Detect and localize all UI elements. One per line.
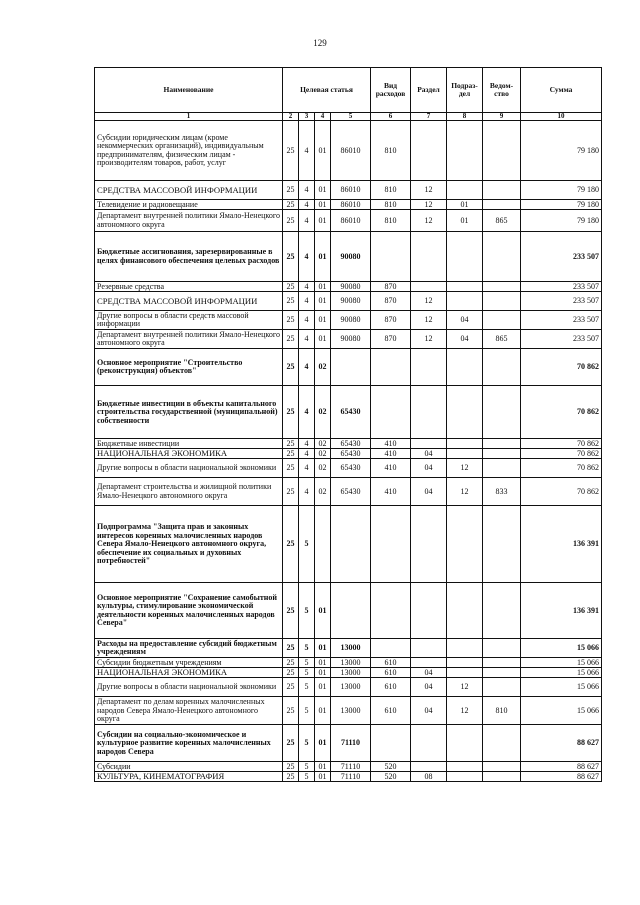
row-department: 810 bbox=[483, 697, 521, 725]
row-activity: 01 bbox=[315, 210, 331, 232]
row-department bbox=[483, 639, 521, 658]
row-activity: 01 bbox=[315, 658, 331, 668]
row-program: 25 bbox=[283, 200, 299, 210]
row-program: 25 bbox=[283, 181, 299, 200]
row-expense-type: 870 bbox=[371, 330, 411, 349]
row-subprogram: 5 bbox=[299, 762, 315, 772]
row-sum: 233 507 bbox=[521, 282, 602, 292]
row-subsection bbox=[447, 639, 483, 658]
row-subprogram: 4 bbox=[299, 292, 315, 311]
row-subsection: 01 bbox=[447, 210, 483, 232]
row-expense-type bbox=[371, 725, 411, 762]
row-name: Департамент по делам коренных малочисленных народов Севера Ямало-Ненецкого автономного округа bbox=[95, 697, 283, 725]
row-sum: 15 066 bbox=[521, 658, 602, 668]
table-row bbox=[95, 200, 602, 210]
table-row bbox=[95, 772, 602, 782]
row-subsection bbox=[447, 449, 483, 459]
row-activity: 01 bbox=[315, 200, 331, 210]
row-sum: 70 862 bbox=[521, 386, 602, 439]
table-row bbox=[95, 762, 602, 772]
row-department bbox=[483, 459, 521, 478]
row-activity: 01 bbox=[315, 330, 331, 349]
row-program: 25 bbox=[283, 506, 299, 583]
row-subsection bbox=[447, 349, 483, 386]
col-number: 3 bbox=[299, 113, 315, 121]
row-sum: 136 391 bbox=[521, 506, 602, 583]
row-name: Субсидии на социально-экономическое и культурное развитие коренных малочисленных народов Севера bbox=[95, 725, 283, 762]
row-sum: 233 507 bbox=[521, 292, 602, 311]
row-sum: 79 180 bbox=[521, 121, 602, 181]
table-row bbox=[95, 330, 602, 349]
row-program: 25 bbox=[283, 449, 299, 459]
row-sum: 79 180 bbox=[521, 210, 602, 232]
row-department bbox=[483, 583, 521, 639]
header-vid: Вид расходов bbox=[371, 68, 411, 113]
row-program: 25 bbox=[283, 678, 299, 697]
row-program: 25 bbox=[283, 330, 299, 349]
row-expense-type: 520 bbox=[371, 762, 411, 772]
row-program: 25 bbox=[283, 386, 299, 439]
header-vedomstvo: Ведом-ство bbox=[483, 68, 521, 113]
row-program: 25 bbox=[283, 439, 299, 449]
row-department bbox=[483, 678, 521, 697]
row-department bbox=[483, 386, 521, 439]
row-section bbox=[411, 439, 447, 449]
row-activity: 01 bbox=[315, 668, 331, 678]
row-activity: 02 bbox=[315, 459, 331, 478]
row-subprogram: 4 bbox=[299, 330, 315, 349]
row-code: 65430 bbox=[331, 449, 371, 459]
row-name: Субсидии юридическим лицам (кроме некоммерческих организаций), индивидуальным предпринимателям, физическим лицам - производителям товаров, работ, услуг bbox=[95, 121, 283, 181]
col-number: 1 bbox=[95, 113, 283, 121]
row-section bbox=[411, 658, 447, 668]
row-subprogram: 4 bbox=[299, 121, 315, 181]
row-expense-type bbox=[371, 349, 411, 386]
row-expense-type: 520 bbox=[371, 772, 411, 782]
row-name: Расходы на предоставление субсидий бюджетным учреждениям bbox=[95, 639, 283, 658]
row-sum: 88 627 bbox=[521, 772, 602, 782]
row-sum: 15 066 bbox=[521, 678, 602, 697]
row-activity: 01 bbox=[315, 678, 331, 697]
row-program: 25 bbox=[283, 210, 299, 232]
row-subprogram: 5 bbox=[299, 658, 315, 668]
row-subsection bbox=[447, 121, 483, 181]
row-name: Бюджетные инвестиции в объекты капитального строительства государственной (муниципальной) собственности bbox=[95, 386, 283, 439]
row-section bbox=[411, 282, 447, 292]
row-subsection: 12 bbox=[447, 478, 483, 506]
row-expense-type: 410 bbox=[371, 439, 411, 449]
row-expense-type: 870 bbox=[371, 292, 411, 311]
row-subsection bbox=[447, 658, 483, 668]
row-code: 86010 bbox=[331, 181, 371, 200]
row-program: 25 bbox=[283, 668, 299, 678]
row-department: 833 bbox=[483, 478, 521, 506]
row-sum: 88 627 bbox=[521, 725, 602, 762]
row-expense-type bbox=[371, 232, 411, 282]
row-expense-type: 810 bbox=[371, 200, 411, 210]
col-number: 7 bbox=[411, 113, 447, 121]
row-name: Основное мероприятие "Сохранение самобытной культуры, стимулирование экономической деятельности коренных малочисленных народов Севера" bbox=[95, 583, 283, 639]
row-activity: 01 bbox=[315, 181, 331, 200]
col-number: 9 bbox=[483, 113, 521, 121]
table-row bbox=[95, 292, 602, 311]
row-name: Основное мероприятие "Строительство (реконструкция) объектов" bbox=[95, 349, 283, 386]
table-row bbox=[95, 311, 602, 330]
row-name: Департамент внутренней политики Ямало-Ненецкого автономного округа bbox=[95, 210, 283, 232]
row-program: 25 bbox=[283, 725, 299, 762]
row-name: Департамент строительства и жилищной политики Ямало-Ненецкого автономного округа bbox=[95, 478, 283, 506]
row-expense-type: 610 bbox=[371, 678, 411, 697]
table-row bbox=[95, 459, 602, 478]
row-program: 25 bbox=[283, 697, 299, 725]
row-subsection bbox=[447, 725, 483, 762]
row-section bbox=[411, 762, 447, 772]
table-row bbox=[95, 181, 602, 200]
row-sum: 15 066 bbox=[521, 668, 602, 678]
row-section: 12 bbox=[411, 181, 447, 200]
row-subsection bbox=[447, 439, 483, 449]
row-sum: 70 862 bbox=[521, 439, 602, 449]
row-expense-type bbox=[371, 386, 411, 439]
row-subsection: 12 bbox=[447, 459, 483, 478]
row-subsection: 04 bbox=[447, 311, 483, 330]
row-name: Другие вопросы в области национальной экономики bbox=[95, 459, 283, 478]
header-sum: Сумма bbox=[521, 68, 602, 113]
row-code: 13000 bbox=[331, 658, 371, 668]
row-department bbox=[483, 762, 521, 772]
row-program: 25 bbox=[283, 282, 299, 292]
row-department: 865 bbox=[483, 210, 521, 232]
row-code: 13000 bbox=[331, 668, 371, 678]
row-department bbox=[483, 668, 521, 678]
table-row bbox=[95, 725, 602, 762]
budget-table bbox=[94, 67, 602, 782]
row-department bbox=[483, 200, 521, 210]
row-program: 25 bbox=[283, 639, 299, 658]
col-number: 5 bbox=[331, 113, 371, 121]
row-name: Департамент внутренней политики Ямало-Ненецкого автономного округа bbox=[95, 330, 283, 349]
row-code: 71110 bbox=[331, 725, 371, 762]
header-podrazdel: Подраз-дел bbox=[447, 68, 483, 113]
row-code: 13000 bbox=[331, 678, 371, 697]
row-activity: 01 bbox=[315, 762, 331, 772]
row-code: 86010 bbox=[331, 200, 371, 210]
row-subsection: 12 bbox=[447, 697, 483, 725]
row-department bbox=[483, 449, 521, 459]
header-target: Целевая статья bbox=[283, 68, 371, 113]
row-activity: 02 bbox=[315, 439, 331, 449]
row-program: 25 bbox=[283, 459, 299, 478]
row-program: 25 bbox=[283, 121, 299, 181]
row-name: Субсидии бюджетным учреждениям bbox=[95, 658, 283, 668]
col-number: 4 bbox=[315, 113, 331, 121]
table-row bbox=[95, 449, 602, 459]
row-expense-type: 610 bbox=[371, 658, 411, 668]
row-subprogram: 5 bbox=[299, 668, 315, 678]
row-code: 71110 bbox=[331, 772, 371, 782]
row-activity: 01 bbox=[315, 282, 331, 292]
row-sum: 70 862 bbox=[521, 349, 602, 386]
row-subsection bbox=[447, 772, 483, 782]
row-sum: 15 066 bbox=[521, 697, 602, 725]
row-department bbox=[483, 181, 521, 200]
row-code: 86010 bbox=[331, 210, 371, 232]
row-activity: 01 bbox=[315, 725, 331, 762]
row-name: Другие вопросы в области средств массовой информации bbox=[95, 311, 283, 330]
row-program: 25 bbox=[283, 349, 299, 386]
row-expense-type: 410 bbox=[371, 459, 411, 478]
row-code: 65430 bbox=[331, 478, 371, 506]
row-activity: 02 bbox=[315, 386, 331, 439]
row-activity: 02 bbox=[315, 349, 331, 386]
row-name: Субсидии bbox=[95, 762, 283, 772]
row-name: НАЦИОНАЛЬНАЯ ЭКОНОМИКА bbox=[95, 668, 283, 678]
row-subsection bbox=[447, 282, 483, 292]
row-section bbox=[411, 639, 447, 658]
row-section bbox=[411, 506, 447, 583]
row-subprogram: 4 bbox=[299, 311, 315, 330]
row-sum: 70 862 bbox=[521, 478, 602, 506]
row-name: СРЕДСТВА МАССОВОЙ ИНФОРМАЦИИ bbox=[95, 181, 283, 200]
row-section bbox=[411, 725, 447, 762]
header-row bbox=[95, 68, 602, 113]
row-activity: 01 bbox=[315, 232, 331, 282]
row-subprogram: 4 bbox=[299, 349, 315, 386]
row-code: 90080 bbox=[331, 292, 371, 311]
row-subsection: 12 bbox=[447, 678, 483, 697]
row-program: 25 bbox=[283, 583, 299, 639]
row-subprogram: 4 bbox=[299, 439, 315, 449]
row-code: 71110 bbox=[331, 762, 371, 772]
row-program: 25 bbox=[283, 232, 299, 282]
row-department: 865 bbox=[483, 330, 521, 349]
table-row bbox=[95, 386, 602, 439]
row-expense-type: 810 bbox=[371, 121, 411, 181]
row-subsection bbox=[447, 506, 483, 583]
row-department bbox=[483, 311, 521, 330]
row-subprogram: 4 bbox=[299, 210, 315, 232]
row-activity: 01 bbox=[315, 311, 331, 330]
row-subsection bbox=[447, 668, 483, 678]
table-row bbox=[95, 282, 602, 292]
row-name: Подпрограмма "Защита прав и законных интересов коренных малочисленных народов Севера Ямало-Ненецкого автономного округа, обеспечение их социальных и духовных потребностей" bbox=[95, 506, 283, 583]
row-subsection bbox=[447, 762, 483, 772]
row-section: 04 bbox=[411, 668, 447, 678]
row-activity: 02 bbox=[315, 449, 331, 459]
table-row bbox=[95, 697, 602, 725]
table-row bbox=[95, 439, 602, 449]
row-subsection bbox=[447, 386, 483, 439]
row-subsection: 04 bbox=[447, 330, 483, 349]
row-section: 08 bbox=[411, 772, 447, 782]
row-activity: 01 bbox=[315, 583, 331, 639]
row-sum: 79 180 bbox=[521, 181, 602, 200]
row-subsection: 01 bbox=[447, 200, 483, 210]
row-name: СРЕДСТВА МАССОВОЙ ИНФОРМАЦИИ bbox=[95, 292, 283, 311]
row-expense-type bbox=[371, 506, 411, 583]
row-department bbox=[483, 772, 521, 782]
table-row bbox=[95, 658, 602, 668]
table-row bbox=[95, 668, 602, 678]
row-subsection bbox=[447, 232, 483, 282]
row-sum: 88 627 bbox=[521, 762, 602, 772]
row-subprogram: 4 bbox=[299, 449, 315, 459]
row-subprogram: 5 bbox=[299, 678, 315, 697]
row-activity: 01 bbox=[315, 121, 331, 181]
row-program: 25 bbox=[283, 292, 299, 311]
row-department bbox=[483, 292, 521, 311]
row-name: КУЛЬТУРА, КИНЕМАТОГРАФИЯ bbox=[95, 772, 283, 782]
row-subsection bbox=[447, 181, 483, 200]
row-name: Телевидение и радиовещание bbox=[95, 200, 283, 210]
row-sum: 233 507 bbox=[521, 311, 602, 330]
row-expense-type: 410 bbox=[371, 478, 411, 506]
page-number: 129 bbox=[313, 38, 327, 48]
row-subprogram: 4 bbox=[299, 181, 315, 200]
table-row bbox=[95, 210, 602, 232]
row-sum: 233 507 bbox=[521, 330, 602, 349]
row-subprogram: 5 bbox=[299, 697, 315, 725]
row-expense-type: 810 bbox=[371, 181, 411, 200]
header-razdel: Раздел bbox=[411, 68, 447, 113]
row-subprogram: 5 bbox=[299, 506, 315, 583]
row-code: 13000 bbox=[331, 697, 371, 725]
row-expense-type: 870 bbox=[371, 311, 411, 330]
row-code: 90080 bbox=[331, 232, 371, 282]
row-section: 04 bbox=[411, 678, 447, 697]
col-number: 10 bbox=[521, 113, 602, 121]
row-activity: 01 bbox=[315, 772, 331, 782]
row-section bbox=[411, 583, 447, 639]
row-department bbox=[483, 349, 521, 386]
row-expense-type: 610 bbox=[371, 668, 411, 678]
row-code: 90080 bbox=[331, 282, 371, 292]
row-activity: 01 bbox=[315, 697, 331, 725]
row-section: 12 bbox=[411, 210, 447, 232]
row-program: 25 bbox=[283, 762, 299, 772]
table-row bbox=[95, 232, 602, 282]
row-section bbox=[411, 121, 447, 181]
row-code: 90080 bbox=[331, 330, 371, 349]
table-row bbox=[95, 506, 602, 583]
row-code bbox=[331, 583, 371, 639]
row-section: 04 bbox=[411, 449, 447, 459]
row-section: 12 bbox=[411, 330, 447, 349]
row-code: 65430 bbox=[331, 459, 371, 478]
table-row bbox=[95, 478, 602, 506]
row-name: Бюджетные ассигнования, зарезервированные в целях финансового обеспечения целевых расходов bbox=[95, 232, 283, 282]
col-number: 2 bbox=[283, 113, 299, 121]
row-subprogram: 4 bbox=[299, 232, 315, 282]
row-expense-type: 410 bbox=[371, 449, 411, 459]
row-expense-type bbox=[371, 639, 411, 658]
row-expense-type bbox=[371, 583, 411, 639]
row-sum: 233 507 bbox=[521, 232, 602, 282]
row-code: 65430 bbox=[331, 386, 371, 439]
row-program: 25 bbox=[283, 772, 299, 782]
col-number: 8 bbox=[447, 113, 483, 121]
row-section bbox=[411, 386, 447, 439]
row-department bbox=[483, 232, 521, 282]
row-subprogram: 5 bbox=[299, 772, 315, 782]
table-row bbox=[95, 121, 602, 181]
row-department bbox=[483, 725, 521, 762]
row-name: Резервные средства bbox=[95, 282, 283, 292]
row-subprogram: 4 bbox=[299, 386, 315, 439]
row-subsection bbox=[447, 292, 483, 311]
row-section: 04 bbox=[411, 478, 447, 506]
row-section: 04 bbox=[411, 697, 447, 725]
row-subprogram: 5 bbox=[299, 639, 315, 658]
row-section: 12 bbox=[411, 200, 447, 210]
row-department bbox=[483, 506, 521, 583]
numbering-row bbox=[95, 113, 602, 121]
row-activity: 01 bbox=[315, 639, 331, 658]
table-row bbox=[95, 583, 602, 639]
row-expense-type: 810 bbox=[371, 210, 411, 232]
row-sum: 70 862 bbox=[521, 459, 602, 478]
row-program: 25 bbox=[283, 658, 299, 668]
header-name: Наименование bbox=[95, 68, 283, 113]
row-code: 90080 bbox=[331, 311, 371, 330]
row-section: 12 bbox=[411, 292, 447, 311]
col-number: 6 bbox=[371, 113, 411, 121]
row-code bbox=[331, 506, 371, 583]
row-section: 12 bbox=[411, 311, 447, 330]
row-section bbox=[411, 349, 447, 386]
row-subprogram: 5 bbox=[299, 725, 315, 762]
row-code: 65430 bbox=[331, 439, 371, 449]
row-subsection bbox=[447, 583, 483, 639]
row-department bbox=[483, 121, 521, 181]
row-department bbox=[483, 439, 521, 449]
row-section bbox=[411, 232, 447, 282]
row-code: 86010 bbox=[331, 121, 371, 181]
row-sum: 136 391 bbox=[521, 583, 602, 639]
table-row bbox=[95, 349, 602, 386]
row-name: Бюджетные инвестиции bbox=[95, 439, 283, 449]
row-sum: 15 066 bbox=[521, 639, 602, 658]
row-code bbox=[331, 349, 371, 386]
row-activity: 01 bbox=[315, 292, 331, 311]
row-subprogram: 4 bbox=[299, 200, 315, 210]
row-department bbox=[483, 282, 521, 292]
row-section: 04 bbox=[411, 459, 447, 478]
row-expense-type: 870 bbox=[371, 282, 411, 292]
row-department bbox=[483, 658, 521, 668]
row-sum: 79 180 bbox=[521, 200, 602, 210]
row-sum: 70 862 bbox=[521, 449, 602, 459]
row-activity bbox=[315, 506, 331, 583]
row-subprogram: 5 bbox=[299, 583, 315, 639]
table-row bbox=[95, 639, 602, 658]
row-subprogram: 4 bbox=[299, 478, 315, 506]
row-subprogram: 4 bbox=[299, 282, 315, 292]
row-name: Другие вопросы в области национальной экономики bbox=[95, 678, 283, 697]
row-expense-type: 610 bbox=[371, 697, 411, 725]
row-name: НАЦИОНАЛЬНАЯ ЭКОНОМИКА bbox=[95, 449, 283, 459]
table-row bbox=[95, 678, 602, 697]
row-activity: 02 bbox=[315, 478, 331, 506]
row-code: 13000 bbox=[331, 639, 371, 658]
row-subprogram: 4 bbox=[299, 459, 315, 478]
row-program: 25 bbox=[283, 311, 299, 330]
row-program: 25 bbox=[283, 478, 299, 506]
